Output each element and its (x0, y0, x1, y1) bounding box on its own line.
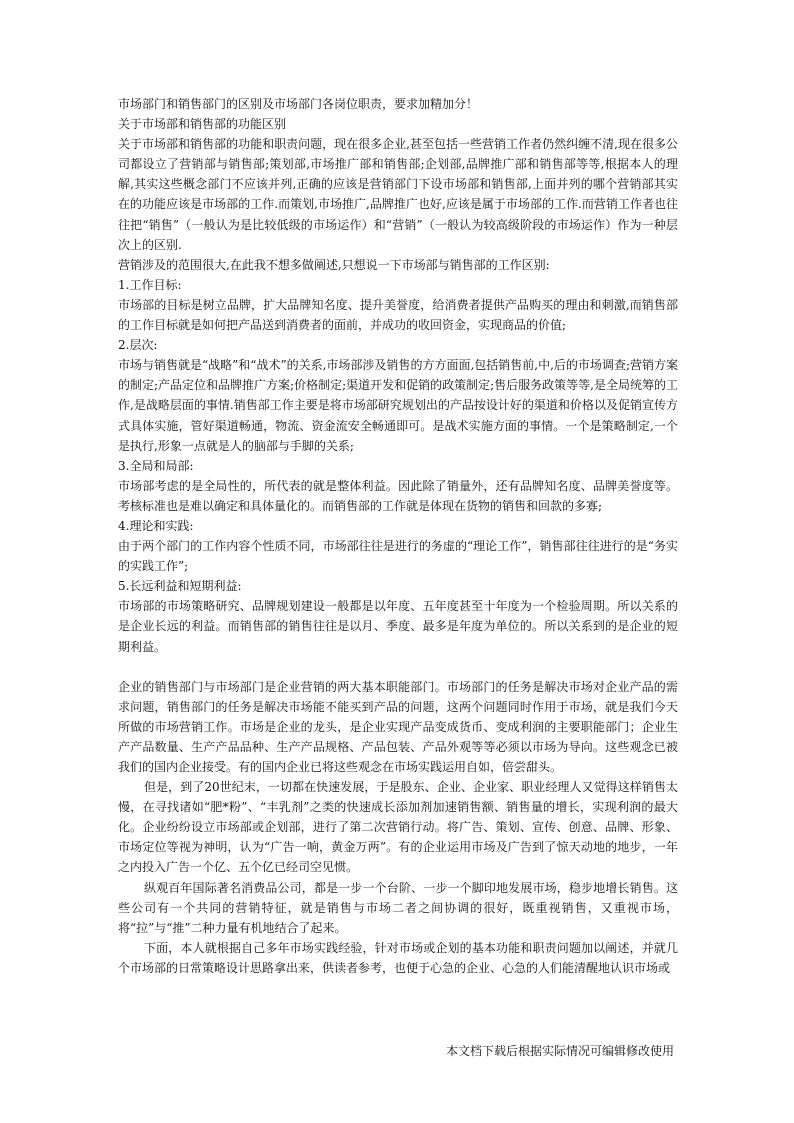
item-heading: 4.理论和实践: (118, 518, 194, 533)
page-footer-note: 本文档下载后根据实际情况可编辑修改使用 (446, 1044, 675, 1058)
item-body: 市场部的市场策略研究、品牌规划建设一般都是以年度、五年度甚至十年度为一个检验周期。所以关系的是企业长远的利益。而销售部的销售往往是以月、季度、最多是年度为单位的。所以关系到的是企业的短期利益。 (118, 599, 678, 654)
lead-paragraph: 营销涉及的范围很大,在此我不想多做阐述,只想说一下市场部与销售部的工作区别: (118, 257, 550, 272)
item-heading: 3.全局和局部: (118, 458, 194, 473)
document-subtitle: 关于市场部和销售部的功能区别 (118, 117, 287, 132)
document-title-line: 市场部门和销售部门的区别及市场部门各岗位职责，要求加精加分！ (118, 97, 479, 111)
paragraph-gap (118, 657, 678, 677)
body-paragraph: 纵观百年国际著名消费品公司，都是一步一个台阶、一步一个脚印地发展市场，稳步地增长销售。这些公司有一个共同的营销特征，就是销售与市场二者之间协调的很好，既重视销售，又重视市场，将“拉”与“推”二种力量有机地结合了起来。 (118, 880, 678, 935)
item-body: 由于两个部门的工作内容个性质不同，市场部往往是进行的务虚的“理论工作”，销售部往往进行的是“务实的实践工作”; (118, 539, 678, 574)
item-heading: 2.层次: (118, 338, 158, 353)
item-heading: 5.长远利益和短期利益: (118, 579, 242, 594)
item-body: 市场与销售就是“战略”和“战术”的关系,市场部涉及销售的方方面面,包括销售前,中,后的市场调查;营销方案的制定;产品定位和品牌推广方案;价格制定;渠道开发和促销的政策制定;售后服务政策等等,是全局统筹的工作,是战略层面的事情.销售部工作主要是将市场部研究规划出的产品按设计好的渠道和价格以及促销宣传方式具体实施，管好渠道畅通，物流、资金流安全畅通即可。是战术实施方面的事情。一个是策略制定,一个是执行,形象一点就是人的脑部与手脚的关系; (118, 358, 678, 453)
item-body: 市场部的目标是树立品牌，扩大品牌知名度、提升美誉度，给消费者提供产品购买的理由和刺激,而销售部的工作目标就是如何把产品送到消费者的面前，并成功的收回资金，实现商品的价值; (118, 297, 678, 333)
body-paragraph: 但是，到了20世纪末，一切都在快速发展，于是股东、企业、企业家、职业经理人又觉得这样销售太慢，在寻找诸如“肥*粉”、“丰乳剂”之类的快速成长添加剂加速销售额、销售量的增长，实现利润的最大化。企业纷纷设立市场部或企划部，进行了第二次营销行动。将广告、策划、宣传、创意、品牌、形象、市场定位等视为神明，认为“广告一响，黄金万两”。有的企业运用市场及广告到了惊天动地的地步，一年之内投入广告一个亿、五个亿已经司空见惯。 (118, 780, 678, 875)
body-paragraph: 企业的销售部门与市场部门是企业营销的两大基本职能部门。市场部门的任务是解决市场对企业产品的需求问题，销售部门的任务是解决市场能不能买到产品的问题，这两个问题同时作用于市场，就是我们今天所做的市场营销工作。市场是企业的龙头，是企业实现产品变成货币、变成利润的主要职能部门；企业生产产品数量、生产产品品种、生产产品规格、产品包装、产品外观等等必须以市场为导向。这些观念已被我们的国内企业接受。有的国内企业已将这些观念在市场实践运用自如，倍尝甜头。 (118, 679, 678, 774)
item-body: 市场部考虑的是全局性的，所代表的就是整体利益。因此除了销量外，还有品牌知名度、品牌美誉度等。考核标准也是难以确定和具体量化的。而销售部的工作就是体现在货物的销售和回款的多寡; (118, 478, 678, 513)
intro-paragraph: 关于市场部和销售部的功能和职责问题，现在很多企业,甚至包括一些营销工作者仍然纠缠不清,现在很多公司都设立了营销部与销售部;策划部,市场推广部和销售部;企划部,品牌推广部和销售部等等,根据本人的理解,其实这些概念部门不应该并列,正确的应该是营销部门下设市场部和销售部,上面并列的哪个营销部其实在的功能应该是市场部的工作.而策划,市场推广,品牌推广也好,应该是属于市场部的工作.而营销工作者也往往把“销售”（一般认为是比较低级的市场运作）和“营销”（一般认为较高级阶段的市场运作）作为一种层次上的区别. (118, 137, 678, 252)
document-body (118, 94, 678, 978)
body-paragraph: 下面，本人就根据自己多年市场实践经验，针对市场或企划的基本功能和职责问题加以阐述，并就几个市场部的日常策略设计思路拿出来，供读者参考，也便于心急的企业、心急的人们能清醒地认识市场或 (118, 940, 678, 975)
item-heading: 1.工作目标: (118, 277, 182, 292)
